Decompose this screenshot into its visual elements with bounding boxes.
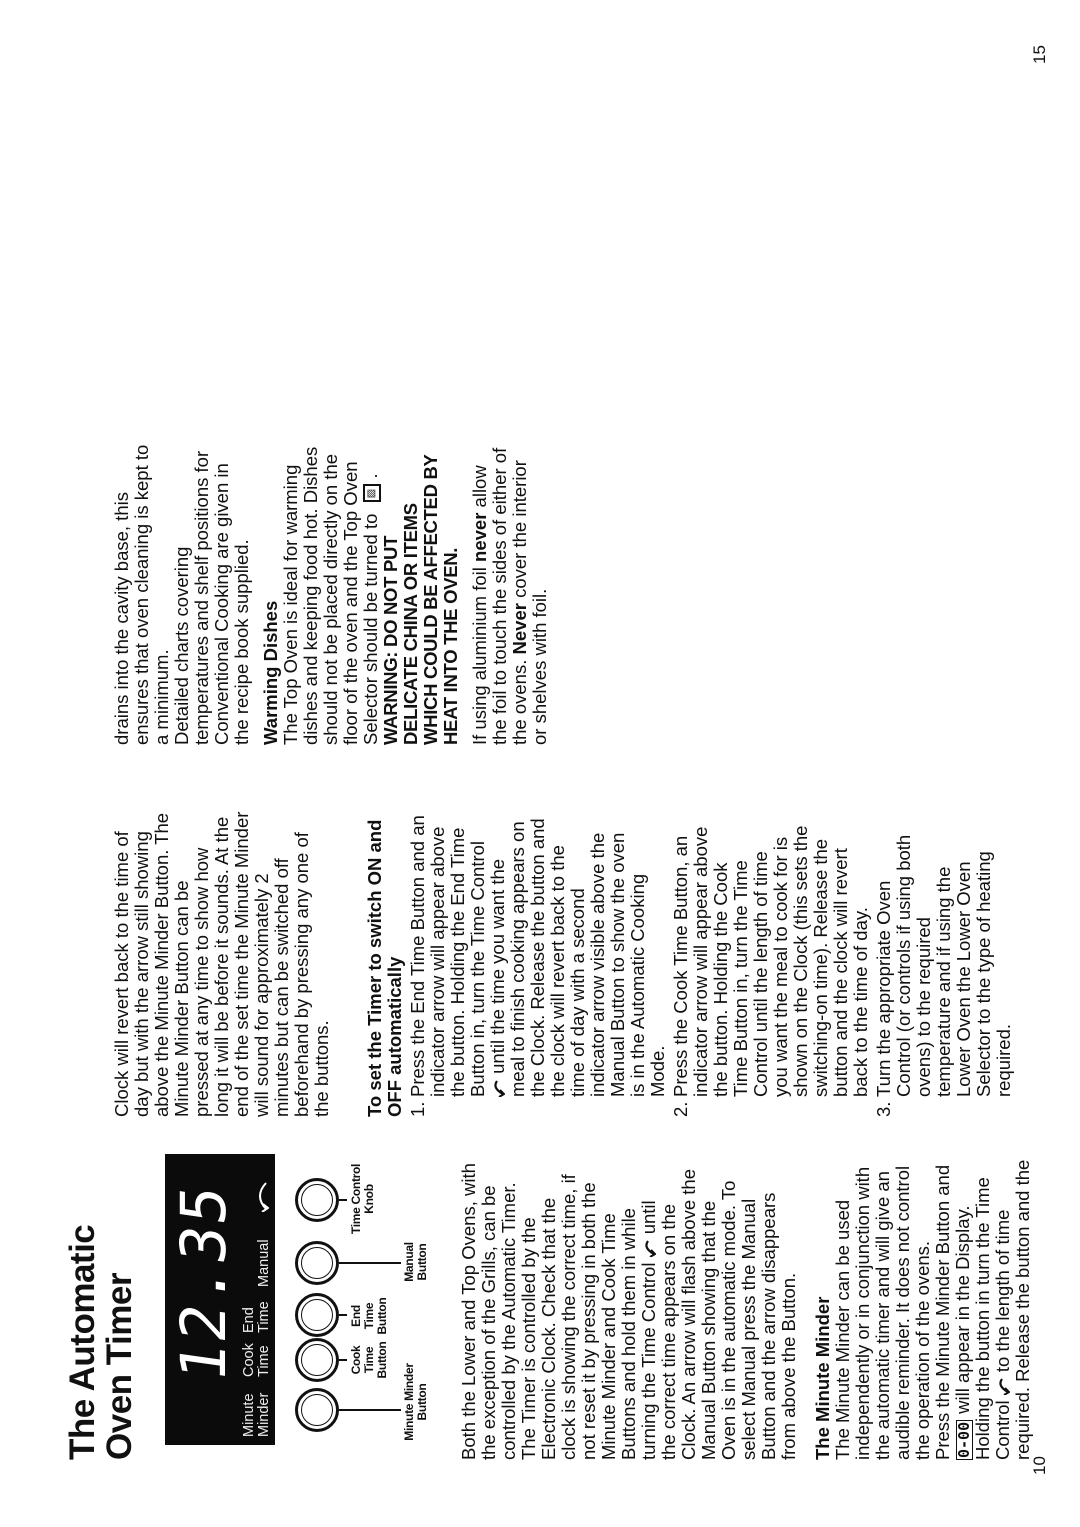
- text-segment: until the time you want the: [487, 858, 508, 1079]
- text-line: the Clock. Release the button and: [527, 818, 548, 1097]
- text-line: The Minute Minder: [812, 1296, 833, 1460]
- text-line: the button. Holding the End Time: [447, 827, 468, 1097]
- label-line: Time: [362, 1302, 376, 1330]
- text-line: the buttons.: [311, 1020, 332, 1117]
- text-line: DELICATE CHINA OR ITEMS: [400, 503, 421, 745]
- text-line: [470, 400, 490, 745]
- label-line: Knob: [362, 1184, 376, 1214]
- text-line: from above the Button.: [778, 1272, 799, 1460]
- display-label-cook-time: [242, 1343, 272, 1377]
- label-minute-minder-button: [403, 1357, 429, 1447]
- text-segment: turning the Time Control: [638, 1257, 659, 1460]
- text-line: Control (or controls if using both: [893, 834, 914, 1097]
- manual-button[interactable]: [295, 1241, 339, 1285]
- label-line: End: [349, 1305, 363, 1327]
- text-line: time of day with a second: [567, 888, 588, 1097]
- text-line: indicator arrow will appear above: [690, 826, 711, 1097]
- text-line: Minute Minder Button can be: [171, 880, 192, 1117]
- text-line: pressed at any time to show how: [191, 847, 212, 1117]
- text-line: [953, 1115, 973, 1460]
- label-line: Button: [415, 1383, 429, 1421]
- label-manual-button: [403, 1237, 429, 1287]
- column-3: [112, 400, 550, 745]
- text-line: the button. Holding the Cook: [710, 862, 731, 1097]
- text-line: will sound for approximately 2: [251, 873, 272, 1117]
- label-line: Time: [256, 1345, 272, 1377]
- text-line: beforehand by pressing any one of: [291, 832, 312, 1117]
- text-line: switching-on time). Release the: [810, 838, 831, 1097]
- text-line: is in the Automatic Cooking: [627, 873, 648, 1097]
- text-line: [993, 1115, 1013, 1460]
- text-segment: Selector should be turned to: [360, 508, 381, 745]
- text-line: HEAT INTO THE OVEN.: [440, 547, 461, 745]
- label-line: Minute Minder: [402, 1363, 416, 1441]
- bold-text: Never: [509, 603, 530, 655]
- text-line: WARNING: DO NOT PUT: [380, 535, 401, 745]
- text-line: temperatures and shelf positions for: [191, 450, 212, 745]
- text-line: the recipe book supplied.: [231, 539, 252, 745]
- end-time-button[interactable]: [295, 1293, 339, 1337]
- text-line: audible reminder. It does not control: [892, 1165, 913, 1460]
- column-2: [112, 772, 1014, 1117]
- text-line: the foil to touch the sides of either of: [489, 447, 510, 745]
- text-line: Clock. An arrow will flash above the: [678, 1169, 699, 1460]
- text-line: The Top Oven is ideal for warming: [280, 464, 301, 745]
- text-line: ovens) to the required: [913, 917, 934, 1097]
- title-line-1: The Automatic: [63, 1224, 102, 1460]
- text-line: Both the Lower and Top Ovens, with: [458, 1163, 479, 1460]
- paragraph-minute-minder-use: [933, 1115, 1033, 1460]
- heading-set-timer: [365, 772, 405, 1117]
- text-segment: cover the interior: [509, 460, 530, 604]
- label-line: Time: [362, 1346, 376, 1374]
- label-line: Minder: [256, 1392, 272, 1437]
- text-line: Manual Button to show the oven: [607, 832, 628, 1097]
- text-line: Button in, turn the Time Control: [467, 840, 488, 1097]
- bold-text: never: [469, 512, 490, 562]
- display-label-minute-minder: [242, 1393, 272, 1437]
- leader-line: [339, 1409, 401, 1411]
- text-line: floor of the oven and the Top Oven: [340, 461, 361, 745]
- paragraph-foil: [470, 400, 550, 745]
- label-time-control-knob: [350, 1161, 376, 1237]
- text-line: temperature and if using the: [933, 866, 954, 1097]
- label-line: Button: [415, 1243, 429, 1281]
- label-line: Button: [375, 1341, 389, 1379]
- text-line: Detailed charts covering: [171, 546, 192, 745]
- text-line: should not be placed directly on the: [320, 453, 341, 745]
- text-line: the automatic timer and will give an: [872, 1171, 893, 1460]
- text-line: indicator arrow will appear above: [427, 826, 448, 1097]
- text-line: WHICH COULD BE AFFECTED BY: [420, 454, 441, 745]
- list-item-3: [874, 772, 1014, 1117]
- text-line: Holding the button in turn the Time: [972, 1177, 993, 1460]
- time-control-knob[interactable]: [295, 1178, 339, 1222]
- text-line: shown on the Clock (this sets the: [790, 825, 811, 1097]
- text-line: Buttons and hold them in while: [618, 1208, 639, 1460]
- text-line: required.: [993, 1023, 1014, 1097]
- text-line: end of the set time the Minute Minder: [231, 811, 252, 1117]
- text-line: indicator arrow visible above the: [587, 832, 608, 1097]
- label-line: Time: [256, 1301, 272, 1333]
- text-line: the exception of the Grills, can be: [478, 1185, 499, 1460]
- text-line: Press the Cook Time Button, an: [670, 835, 691, 1097]
- text-line: Manual Button showing that the: [698, 1200, 719, 1460]
- list-item-text: [408, 772, 668, 1097]
- text-line: Control until the length of time: [750, 851, 771, 1097]
- text-line: dishes and keeping food hot. Dishes: [300, 446, 321, 745]
- text-segment: If using aluminium foil: [469, 561, 490, 745]
- text-line: Turn the appropriate Oven: [873, 880, 894, 1097]
- text-line: Conventional Cooking are given in: [211, 463, 232, 745]
- text-line: long it will be before it sounds. At the: [211, 816, 232, 1117]
- text-line: you want the meal to cook for is: [770, 836, 791, 1097]
- oven-selector-icon: ▨: [363, 484, 381, 502]
- text-segment: to the length of time: [992, 1209, 1013, 1378]
- text-line: button and the clock will revert: [830, 848, 851, 1097]
- list-number: 3.: [873, 1101, 894, 1117]
- warning-text: [381, 400, 461, 745]
- display-label-manual: Manual: [256, 1239, 272, 1287]
- text-segment: allow: [469, 465, 490, 513]
- label-line: Cook: [241, 1343, 257, 1377]
- title-line-2: Oven Timer: [100, 1273, 139, 1460]
- page-title: [64, 1225, 138, 1460]
- leader-line: [339, 1262, 401, 1264]
- list-number: 1.: [407, 1101, 428, 1117]
- text-segment: the ovens.: [509, 654, 530, 745]
- paragraph-warming-dishes: [281, 400, 381, 745]
- page-number-left: 10: [1030, 1456, 1049, 1475]
- text-segment: .: [360, 473, 381, 479]
- text-line: Warming Dishes: [260, 600, 281, 745]
- list-item-text: [671, 772, 871, 1097]
- text-segment: Control: [992, 1395, 1013, 1460]
- text-line: the operation of the ovens.: [912, 1240, 933, 1460]
- text-line: Minute Minder and Cook Time: [598, 1213, 619, 1460]
- curved-arrow-icon: [253, 1180, 269, 1212]
- text-line: Lower Oven the Lower Oven: [953, 861, 974, 1097]
- text-line: Clock will revert back to the time of: [111, 831, 132, 1117]
- text-line: above the Minute Minder Button. The: [151, 812, 172, 1117]
- column-1: [459, 1115, 1033, 1460]
- list-item-2: [671, 772, 871, 1117]
- paragraph-minute-minder: [833, 1115, 933, 1460]
- list-number: 2.: [670, 1101, 691, 1117]
- list-item-1: [408, 772, 668, 1117]
- label-line: Button: [375, 1297, 389, 1335]
- paragraph-charts: [172, 400, 252, 745]
- text-line: not reset it by pressing in both the: [578, 1182, 599, 1460]
- text-line: or shelves with foil.: [529, 588, 550, 745]
- lcd-display-icon: 0-00: [955, 1421, 973, 1458]
- text-line: [510, 400, 530, 745]
- text-line: the clock will revert back to the: [547, 845, 568, 1097]
- text-line: select Manual press the Manual: [738, 1198, 759, 1460]
- heading-warming-dishes: [261, 400, 281, 745]
- text-line: Time Button in, turn the Time: [730, 860, 751, 1097]
- clock-digits: 12.35: [167, 1179, 240, 1387]
- text-line: The Minute Minder can be used: [832, 1199, 853, 1460]
- text-line: a minimum.: [151, 649, 172, 745]
- heading-minute-minder: [813, 1115, 833, 1460]
- text-line: meal to finish cooking appears on: [507, 821, 528, 1097]
- text-line: OFF automatically: [384, 956, 405, 1117]
- list-item-text: [874, 772, 1014, 1097]
- text-line: required. Release the button and the: [1012, 1159, 1033, 1460]
- text-line: Press the Minute Minder Button and: [932, 1164, 953, 1460]
- leader-line: [339, 1359, 347, 1361]
- text-line: Mode.: [647, 1045, 668, 1097]
- cook-time-button[interactable]: [295, 1338, 339, 1382]
- label-line: Minute: [241, 1393, 257, 1437]
- text-line: [361, 400, 381, 745]
- text-line: the correct time appears on the: [658, 1203, 679, 1460]
- text-segment: until: [638, 1200, 659, 1240]
- text-line: Oven is in the automatic mode. To: [718, 1180, 739, 1460]
- text-line: clock is showing the correct time, if: [558, 1174, 579, 1460]
- label-end-time-button: [350, 1294, 389, 1338]
- text-line: To set the Timer to switch ON and: [364, 819, 385, 1117]
- text-line: ensures that oven cleaning is kept to: [131, 444, 152, 745]
- text-line: drains into the cavity base, this: [111, 492, 132, 745]
- display-label-end-time: [242, 1301, 272, 1333]
- text-line: day but with the arrow still showing: [131, 831, 152, 1117]
- leader-line: [339, 1199, 347, 1201]
- text-line: The Timer is controlled by the: [518, 1217, 539, 1460]
- text-line: back to the time of day.: [850, 907, 871, 1097]
- text-line: controlled by the Automatic Timer.: [498, 1182, 519, 1460]
- text-line: [639, 1115, 659, 1460]
- timer-display: [165, 1154, 275, 1445]
- text-line: Button and the arrow disappears: [758, 1192, 779, 1460]
- paragraph-cleaning: [112, 400, 172, 745]
- minute-minder-button[interactable]: [295, 1388, 339, 1432]
- paragraph-timer-intro: [459, 1115, 799, 1460]
- paragraph-minute-minder-cont: [112, 772, 332, 1117]
- leader-line: [339, 1314, 347, 1316]
- label-cook-time-button: [350, 1340, 389, 1380]
- text-line: independently or in conjunction with: [852, 1166, 873, 1460]
- text-line: Selector to the type of heating: [973, 851, 994, 1097]
- text-line: Press the End Time Button and an: [407, 815, 428, 1097]
- label-line: Cook: [349, 1345, 363, 1375]
- label-line: End: [241, 1307, 257, 1333]
- text-segment: will appear in the Display.: [952, 1205, 973, 1414]
- text-line: minutes but can be switched off: [271, 858, 292, 1117]
- text-line: [488, 772, 508, 1097]
- label-line: Manual: [402, 1242, 416, 1282]
- text-line: Electronic Clock. Check that the: [538, 1197, 559, 1460]
- label-line: Time Control: [349, 1163, 363, 1235]
- page-number-right: 15: [1030, 45, 1049, 64]
